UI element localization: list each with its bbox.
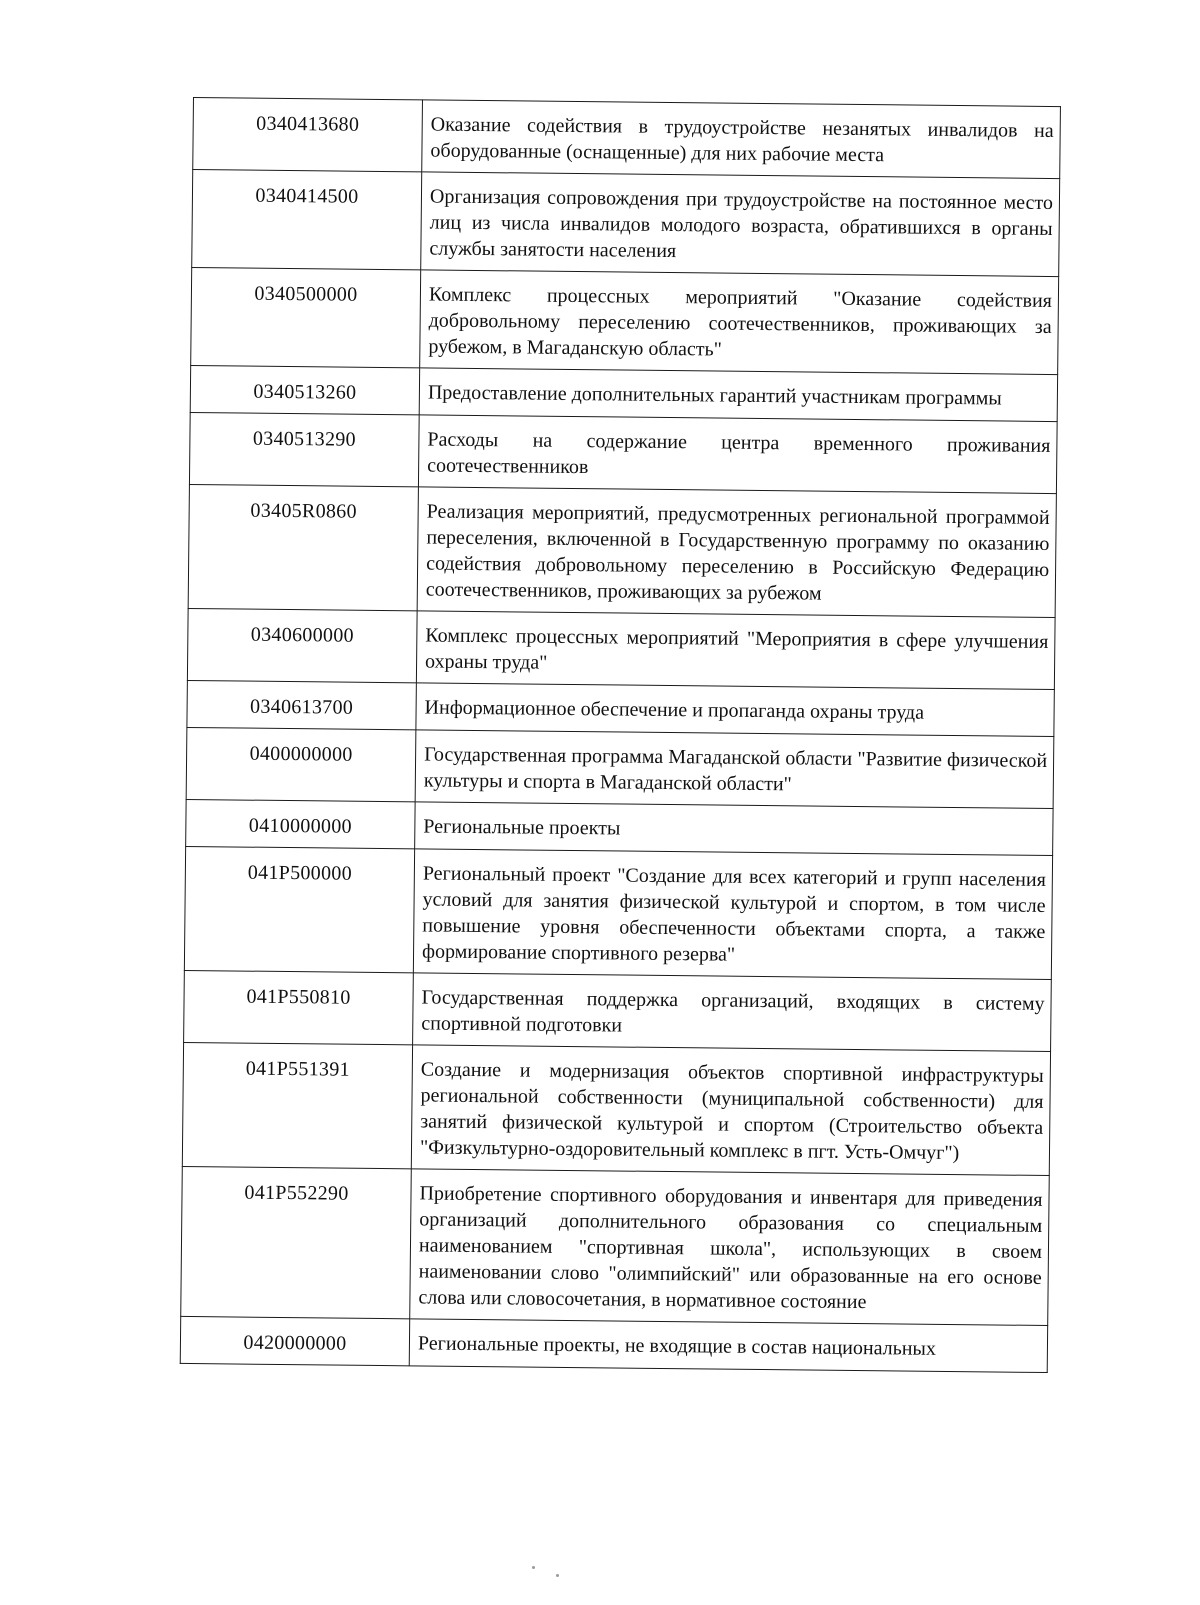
code-cell: 041Р500000 xyxy=(184,846,414,972)
table-row xyxy=(186,727,1054,808)
code-cell: 0340513290 xyxy=(189,412,419,486)
table-row xyxy=(189,412,1057,493)
description-cell: Комплекс процессных мероприятий "Оказание содействия добровольному переселению соотечественников, проживающих за рубежом, в Магаданскую область" xyxy=(420,270,1059,375)
table-row xyxy=(193,98,1061,179)
table-row xyxy=(188,484,1056,617)
description-cell: Информационное обеспечение и пропаганда охраны труда xyxy=(416,683,1054,737)
description-cell: Организация сопровождения при трудоустройстве на постоянное место лиц из числа инвалидов молодого возраста, обратившихся в органы службы занятости населения xyxy=(421,172,1060,277)
description-cell: Создание и модернизация объектов спортивной инфраструктуры региональной собственности (муниципальной собственности) для занятий физической культурой и спортом (Строительство объекта "Физкультурно-оздоровительный комплекс в пгт. Усть-Омчуг") xyxy=(411,1045,1050,1176)
description-cell: Государственная программа Магаданской области "Развитие физической культуры и спорта в Магаданской области" xyxy=(415,730,1054,809)
description-cell: Региональный проект "Создание для всех категорий и групп населения условий для занятия физической культурой и спортом, в том числе повышение уровня обеспеченности объектами спорта, а также формирование спортивного резерва" xyxy=(413,849,1052,980)
code-cell: 0400000000 xyxy=(186,727,416,801)
table-row xyxy=(187,608,1055,689)
table-row xyxy=(192,170,1060,277)
description-cell: Региональные проекты xyxy=(415,802,1053,856)
description-cell: Расходы на содержание центра временного проживания соотечественников xyxy=(418,415,1057,494)
table-row xyxy=(191,267,1059,374)
description-cell: Государственная поддержка организаций, входящих в систему спортивной подготовки xyxy=(413,973,1052,1052)
code-cell: 0340414500 xyxy=(192,170,422,270)
code-cell: 0340613700 xyxy=(187,680,416,729)
code-cell: 0340513260 xyxy=(190,365,419,414)
description-cell: Оказание содействия в трудоустройстве незанятых инвалидов на оборудованные (оснащенные) для них рабочие места xyxy=(422,100,1061,179)
table-row xyxy=(180,1316,1047,1372)
description-cell: Региональные проекты, не входящие в состав национальных xyxy=(409,1319,1047,1373)
code-cell: 041Р552290 xyxy=(181,1166,412,1318)
description-cell: Приобретение спортивного оборудования и инвентаря для приведения организаций дополнительного образования со специальным наименованием "спортивная школа", использующих в своем наименовании слово "олимпийский" или образованные на его основе слова или словосочетания, в нормативное состояние xyxy=(410,1169,1050,1326)
code-cell: 0340600000 xyxy=(187,608,417,682)
description-cell: Предоставление дополнительных гарантий участникам программы xyxy=(419,368,1057,422)
code-cell: 0340500000 xyxy=(191,267,421,367)
table-row xyxy=(184,970,1052,1051)
code-cell: 041Р551391 xyxy=(182,1042,412,1168)
code-cell: 0420000000 xyxy=(180,1316,409,1365)
code-cell: 0410000000 xyxy=(186,799,415,848)
code-cell: 041Р550810 xyxy=(184,970,414,1044)
scan-speck xyxy=(556,1574,559,1577)
budget-classification-table xyxy=(180,97,1061,1373)
code-cell: 0340413680 xyxy=(193,98,423,172)
description-cell: Реализация мероприятий, предусмотренных региональной программой переселения, включенной в Государственную программу по оказанию содействия добровольному переселению в Российскую Федерацию соотечественников, проживающих за рубежом xyxy=(417,487,1056,618)
table-row xyxy=(181,1166,1050,1325)
description-cell: Комплекс процессных мероприятий "Мероприятия в сфере улучшения охраны труда" xyxy=(416,611,1055,690)
table-row xyxy=(184,846,1052,979)
code-cell: 03405R0860 xyxy=(188,484,418,610)
scan-speck xyxy=(532,1566,535,1569)
document-page xyxy=(180,97,1061,1373)
table-row xyxy=(182,1042,1050,1175)
